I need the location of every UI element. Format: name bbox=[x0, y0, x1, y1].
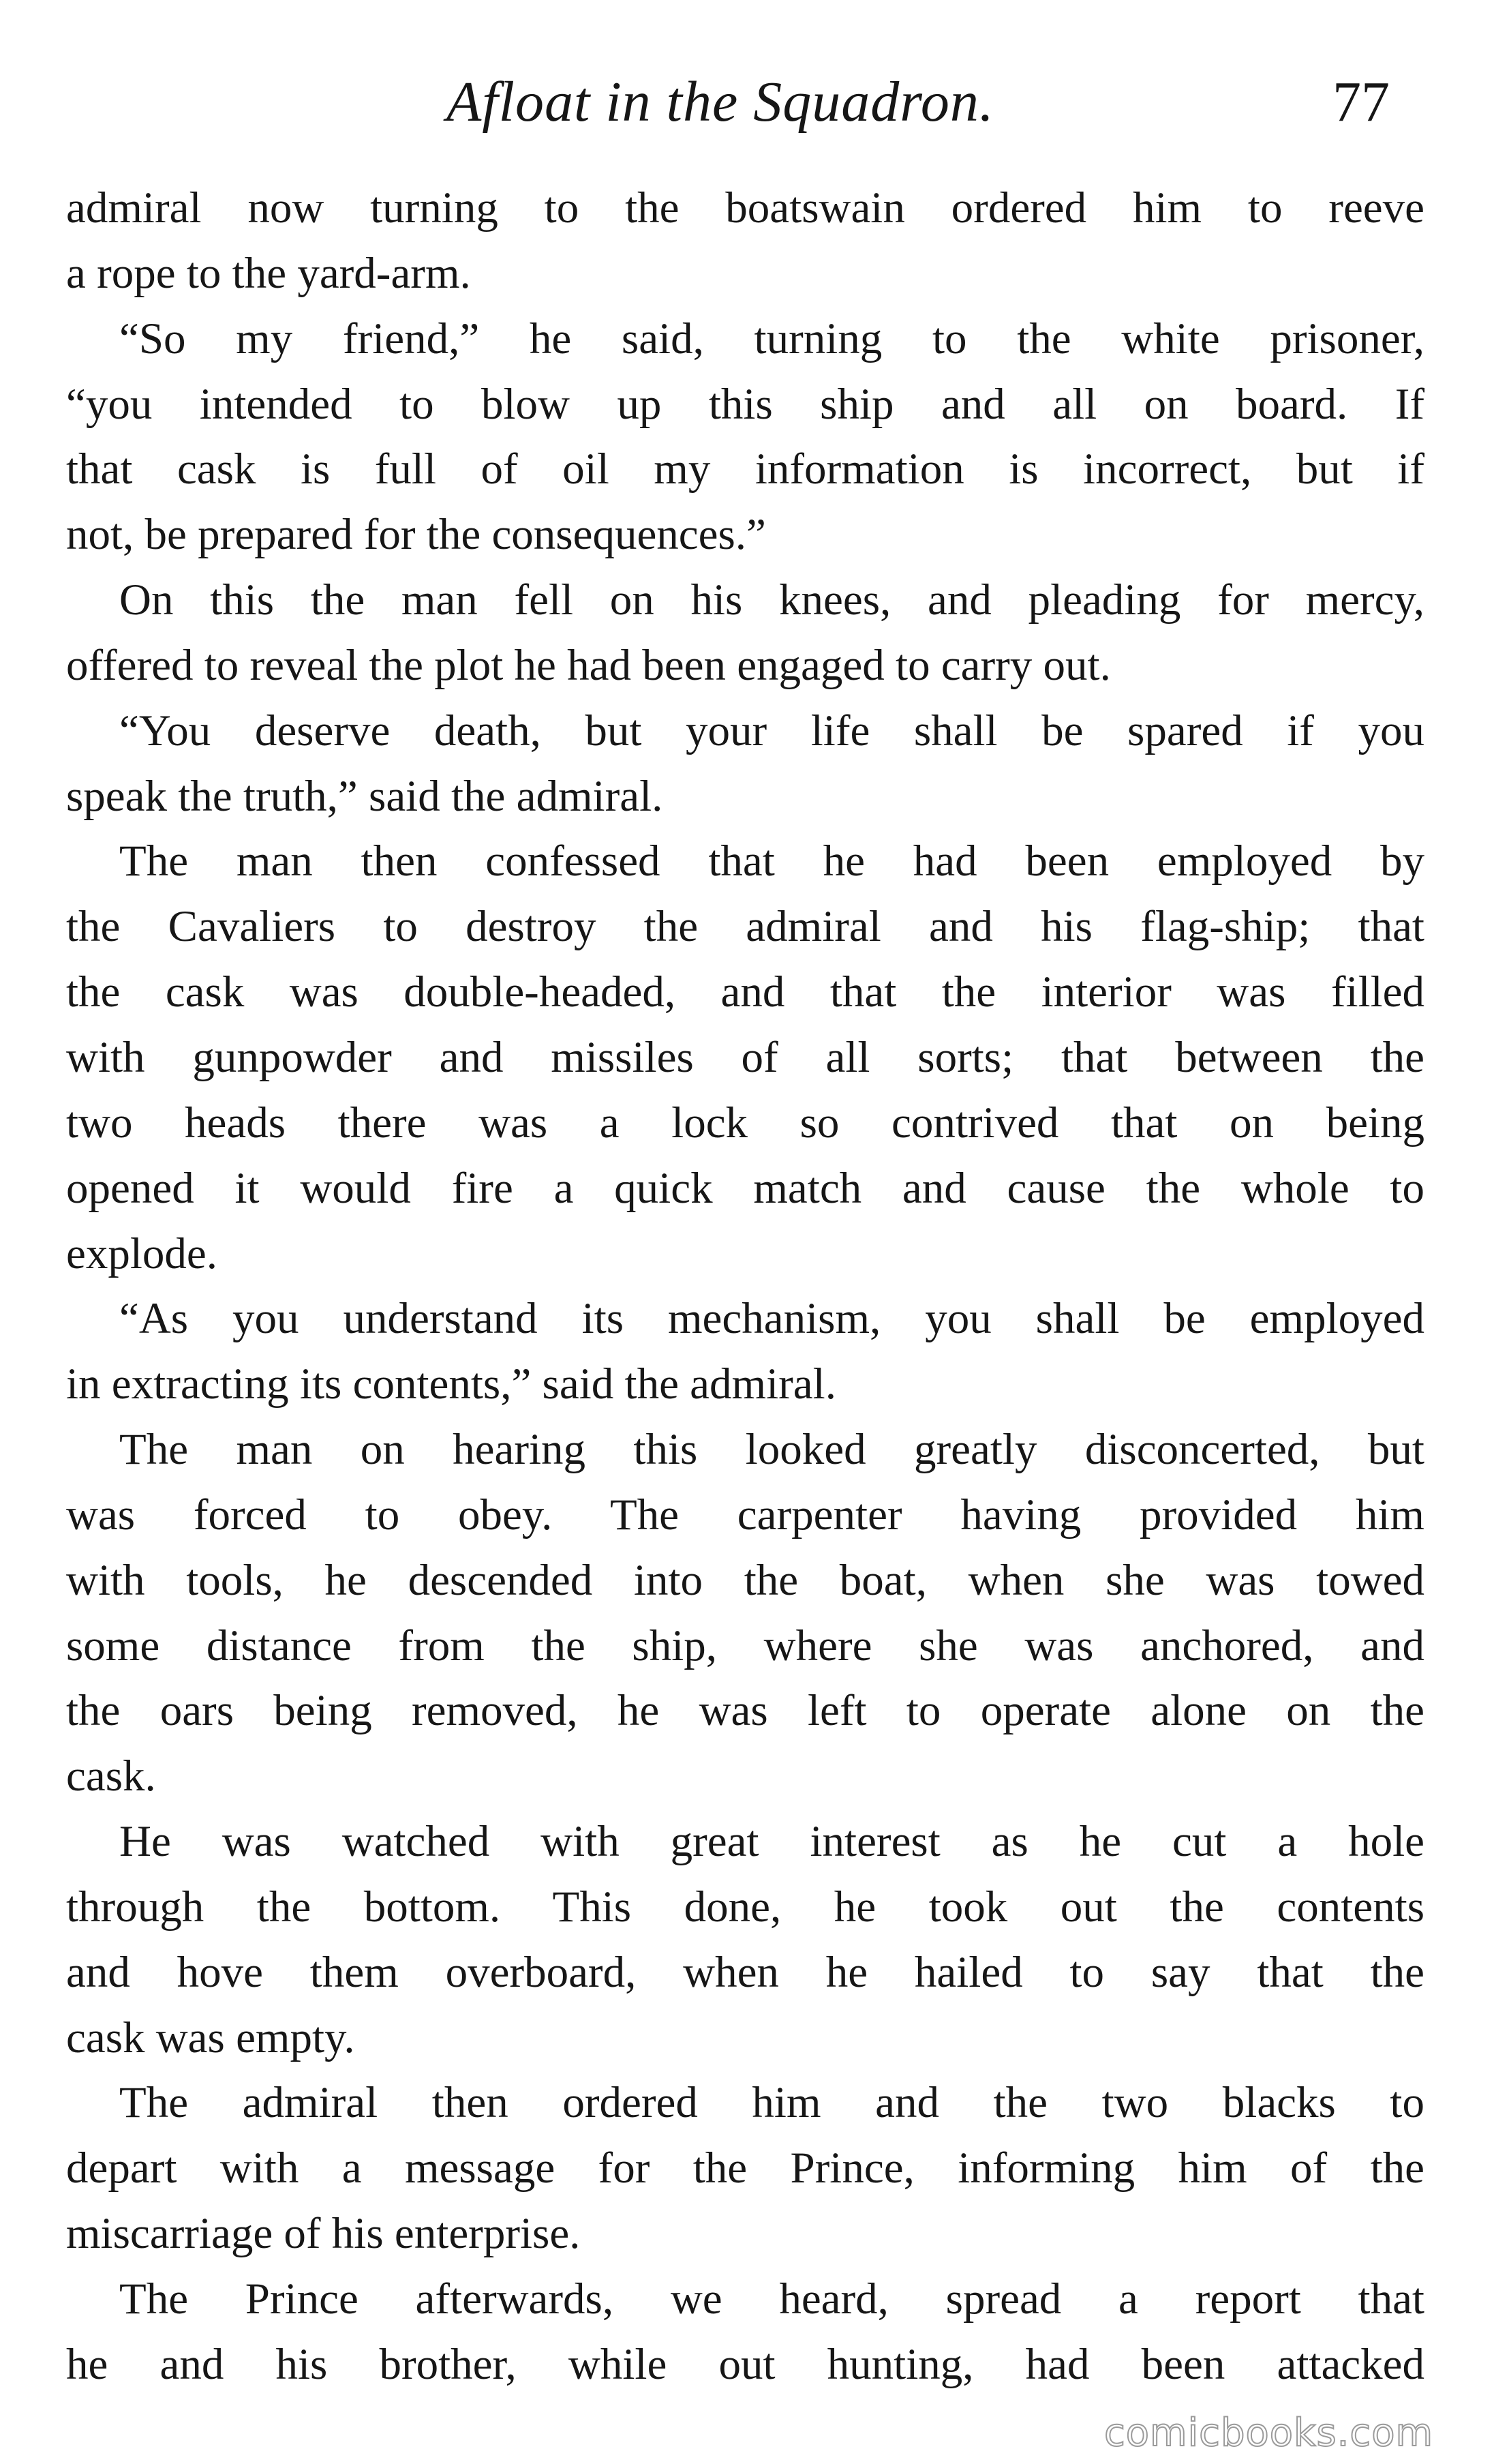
text-line: explode. bbox=[66, 1229, 218, 1278]
body-text bbox=[66, 176, 1424, 2398]
text-line: “As you understand its mechanism, you shall be employed bbox=[119, 1294, 1424, 1344]
text-line: miscarriage of his enterprise. bbox=[66, 2209, 581, 2259]
text-line: two heads there was a lock so contrived that on being bbox=[66, 1098, 1424, 1147]
text-line: a rope to the yard-arm. bbox=[66, 248, 471, 298]
text-line: opened it would fire a quick match and cause the whole to bbox=[66, 1163, 1424, 1213]
text-line: admiral now turning to the boatswain ordered him to reeve bbox=[66, 183, 1424, 232]
text-line: The man then confessed that he had been employed by bbox=[119, 837, 1424, 886]
text-line: cask was empty. bbox=[66, 2013, 355, 2062]
text-line: depart with a message for the Prince, informing him of the bbox=[66, 2144, 1424, 2193]
text-line: the oars being removed, he was left to operate alone on the bbox=[66, 1686, 1424, 1736]
text-line: The man on hearing this looked greatly disconcerted, but bbox=[119, 1425, 1424, 1475]
text-line: cask. bbox=[66, 1752, 156, 1801]
text-line: and hove them overboard, when he hailed to say that the bbox=[66, 1947, 1424, 1997]
text-line: speak the truth,” said the admiral. bbox=[66, 771, 663, 821]
text-line: some distance from the ship, where she was anchored, and bbox=[66, 1621, 1424, 1670]
text-line: “you intended to blow up this ship and all on board. If bbox=[66, 379, 1424, 429]
text-line: with tools, he descended into the boat, when she was towed bbox=[66, 1555, 1424, 1605]
text-line: offered to reveal the plot he had been engaged to carry out. bbox=[66, 640, 1111, 690]
text-line: the Cavaliers to destroy the admiral and his flag-ship; that bbox=[66, 902, 1424, 952]
text-line: was forced to obey. The carpenter having provided him bbox=[66, 1490, 1424, 1539]
text-line: through the bottom. This done, he took out the contents bbox=[66, 1882, 1424, 1932]
running-head bbox=[0, 65, 1494, 140]
text-line: The admiral then ordered him and the two blacks to bbox=[119, 2078, 1424, 2128]
text-line: he and his brother, while out hunting, had been attacked bbox=[66, 2339, 1424, 2389]
text-line: On this the man fell on his knees, and pleading for mercy, bbox=[119, 575, 1424, 625]
text-line: “You deserve death, but your life shall be spared if you bbox=[119, 706, 1424, 755]
text-line: The Prince afterwards, we heard, spread a report that bbox=[119, 2274, 1424, 2324]
text-line: not, be prepared for the consequences.” bbox=[66, 510, 766, 560]
running-title: Afloat in the Squadron. bbox=[446, 70, 994, 134]
text-line: “So my friend,” he said, turning to the white prisoner, bbox=[119, 314, 1424, 363]
watermark: comicbooks.com bbox=[1104, 2411, 1434, 2455]
text-line: in extracting its contents,” said the admiral. bbox=[66, 1359, 836, 1409]
text-line: that cask is full of oil my information is incorrect, but if bbox=[66, 445, 1424, 494]
text-line: the cask was double-headed, and that the interior was filled bbox=[66, 967, 1424, 1017]
text-line: with gunpowder and missiles of all sorts; that between the bbox=[66, 1032, 1424, 1082]
text-line: He was watched with great interest as he cut a hole bbox=[119, 1817, 1424, 1867]
page-number: 77 bbox=[1332, 70, 1390, 134]
